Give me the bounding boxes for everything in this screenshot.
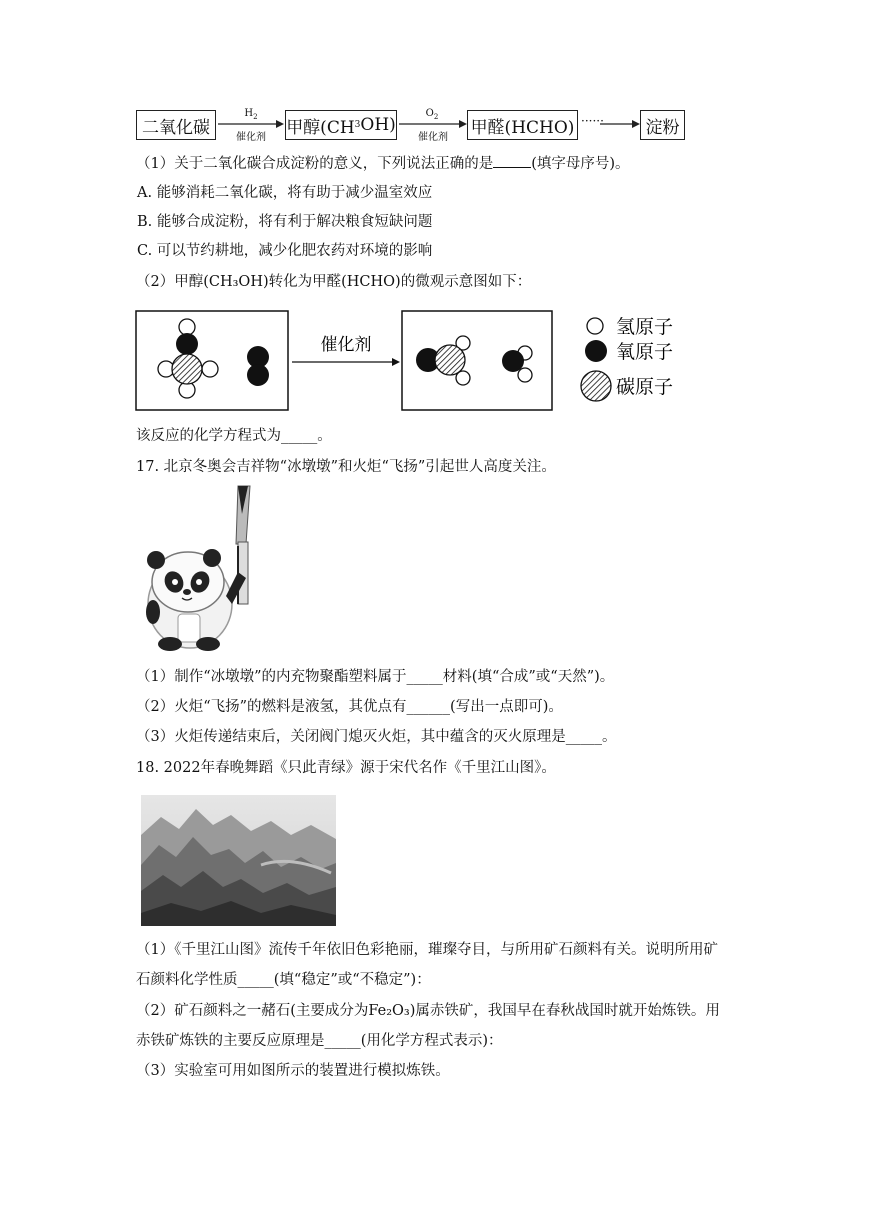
legend-carbon-label: 碳原子 xyxy=(616,376,674,398)
q18-part1-line1: （1）《千里江山图》流传千年依旧色彩艳丽，璀璨夺目，与所用矿石颜料有关。说明所用矿 xyxy=(136,942,718,958)
arrow1-top-label: $H_2$ xyxy=(244,108,258,121)
q16-equation: 该反应的化学方程式为_____。 xyxy=(136,428,332,444)
arrow2-top-label: $O_2$ xyxy=(425,108,439,121)
q16-option-b: B. 能够合成淀粉，将有利于解决粮食短缺问题 xyxy=(137,214,433,230)
legend-oxygen-icon xyxy=(585,340,607,362)
q17-part2: （2）火炬“飞扬”的燃料是液氢，其优点有______(写出一点即可)。 xyxy=(136,699,563,715)
q17-part3: （3）火炬传递结束后，关闭阀门熄灭火炬，其中蕴含的灭火原理是_____。 xyxy=(136,729,617,745)
flow-dots: ······ xyxy=(581,114,604,128)
q18-part1-line2: 石颜料化学性质_____(填“稳定”或“不稳定”)： xyxy=(136,972,431,988)
flow-step-formaldehyde: 甲醛(HCHO) xyxy=(467,110,578,140)
q18-part3: （3）实验室可用如图所示的装置进行模拟炼铁。 xyxy=(136,1063,450,1079)
legend-hydrogen-label: 氢原子 xyxy=(616,316,674,338)
legend-hydrogen-icon xyxy=(587,318,603,334)
bing-dwen-dwen-torch-image xyxy=(138,484,258,654)
q18-part2-line2: 赤铁矿炼铁的主要反应原理是_____(用化学方程式表示)： xyxy=(136,1033,503,1049)
q18-part2-line1: （2）矿石颜料之一赭石(主要成分为Fe₂O₃)属赤铁矿，我国早在春秋战国时就开始炼铁。用 xyxy=(136,1003,720,1019)
answer-blank[interactable] xyxy=(493,153,531,168)
molecule-diagram xyxy=(130,305,690,415)
mascot-icon xyxy=(146,549,246,651)
flow-step-co2: 二氧化碳 xyxy=(136,110,216,140)
flow-step-methanol: 甲醇(CH 3 OH) xyxy=(285,110,397,140)
legend-oxygen-label: 氧原子 xyxy=(616,341,674,363)
arrow2-bottom-label: 催化剂 xyxy=(418,132,448,143)
q18-title: 18. 2022年春晚舞蹈《只此青绿》源于宋代名作《千里江山图》。 xyxy=(136,760,556,776)
q16-option-c: C. 可以节约耕地，减少化肥农药对环境的影响 xyxy=(137,243,433,259)
q16-part2: （2）甲醇(CH₃OH)转化为甲醛(HCHO)的微观示意图如下： xyxy=(136,274,532,290)
q16-option-a: A. 能够消耗二氧化碳，将有助于减少温室效应 xyxy=(137,185,433,201)
legend-carbon-icon xyxy=(581,371,611,401)
q16-part1: （1）关于二氧化碳合成淀粉的意义，下列说法正确的是 (填字母序号)。 xyxy=(136,153,630,174)
q17-title: 17. 北京冬奥会吉祥物“冰墩墩”和火炬“飞扬”引起世人高度关注。 xyxy=(136,459,556,475)
flow-arrow-3 xyxy=(600,119,640,129)
flow-step-starch: 淀粉 xyxy=(640,110,685,140)
catalyst-label: 催化剂 xyxy=(320,335,372,355)
q17-part1: （1）制作“冰墩墩”的内充物聚酯塑料属于_____材料(填“合成”或“天然”)。 xyxy=(136,669,615,685)
arrow1-bottom-label: 催化剂 xyxy=(236,132,266,143)
landscape-painting-image xyxy=(141,795,336,926)
